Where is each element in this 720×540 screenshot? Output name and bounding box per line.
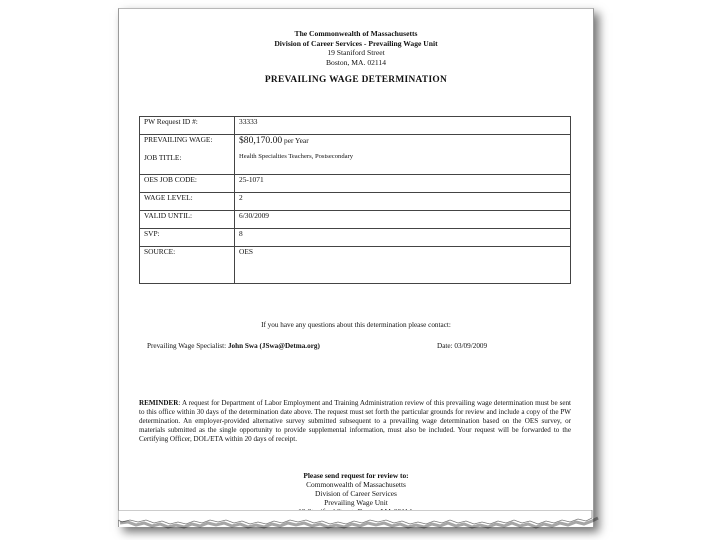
contact-prompt: If you have any questions about this determination please contact: [261,321,451,329]
date-label: Date: [437,342,453,350]
send-line-2: Division of Career Services [315,489,397,499]
specialist-label: Prevailing Wage Specialist: [147,342,227,350]
table-row [140,193,571,211]
source-value: OES [235,247,571,284]
valid-until-label: VALID UNTIL: [140,211,235,229]
letterhead-line-1: The Commonwealth of Massachusetts [294,29,418,38]
valid-until-value: 6/30/2009 [235,211,571,229]
wage-and-title-values [235,135,571,175]
request-id-label: PW Request ID #: [140,117,235,135]
svp-label: SVP: [140,229,235,247]
table-row [140,211,571,229]
letterhead [119,29,593,67]
specialist-name: John Swa (JSwa@Detma.org) [227,342,320,350]
send-heading: Please send request for review to: [303,471,409,480]
page-title: PREVAILING WAGE DETERMINATION [264,75,448,85]
wage-period: per Year [284,136,309,145]
wage-label: PREVAILING WAGE: [144,135,213,144]
date-line [437,342,487,350]
table-row [140,117,571,135]
reminder-paragraph [139,399,571,444]
letterhead-line-4: Boston, MA. 02114 [325,57,387,67]
letterhead-line-3: 19 Staniford Street [327,48,385,57]
date-value: 03/09/2009 [454,342,488,350]
job-title-value: Health Specialties Teachers, Postsecondary [239,153,354,160]
job-title-label: JOB TITLE: [144,153,182,162]
table-row [140,175,571,193]
determination-table [139,116,571,284]
torn-edge [118,510,600,532]
send-line-3: Prevailing Wage Unit [324,498,388,508]
request-id-value: 33333 [235,117,571,135]
oes-code-value: 25-1071 [235,175,571,193]
wage-amount: $80,170.00 [239,135,283,146]
wage-and-title-labels [140,135,235,175]
wage-level-label: WAGE LEVEL: [140,193,235,211]
table-row [140,135,571,175]
wage-level-value: 2 [235,193,571,211]
letterhead-line-2: Division of Career Services - Prevailing Wage Unit [274,38,438,48]
oes-code-label: OES JOB CODE: [140,175,235,193]
source-label: SOURCE: [140,247,235,284]
reminder-label: REMINDER [139,399,179,407]
svp-value: 8 [235,229,571,247]
table-row [140,229,571,247]
table-row [140,247,571,284]
reminder-text: : A request for Department of Labor Employment and Training Administration review of this prevailing wage determination must be sent to this office within 30 days of the determination date above. The request must set forth the particular grounds for review and include a copy of the PW determination. An employer-provided alternative survey submitted subsequent to a prevailing wage determination based on the OES survey, or materials submitted as the single opportunity to provide supplemental information, must also be included. Your request will be forwarded to the Certifying Officer, DOL/ETA within 20 days of receipt. [139,399,571,443]
send-line-1: Commonwealth of Massachusetts [306,480,406,490]
document-page [118,8,594,527]
specialist-line [147,342,320,350]
